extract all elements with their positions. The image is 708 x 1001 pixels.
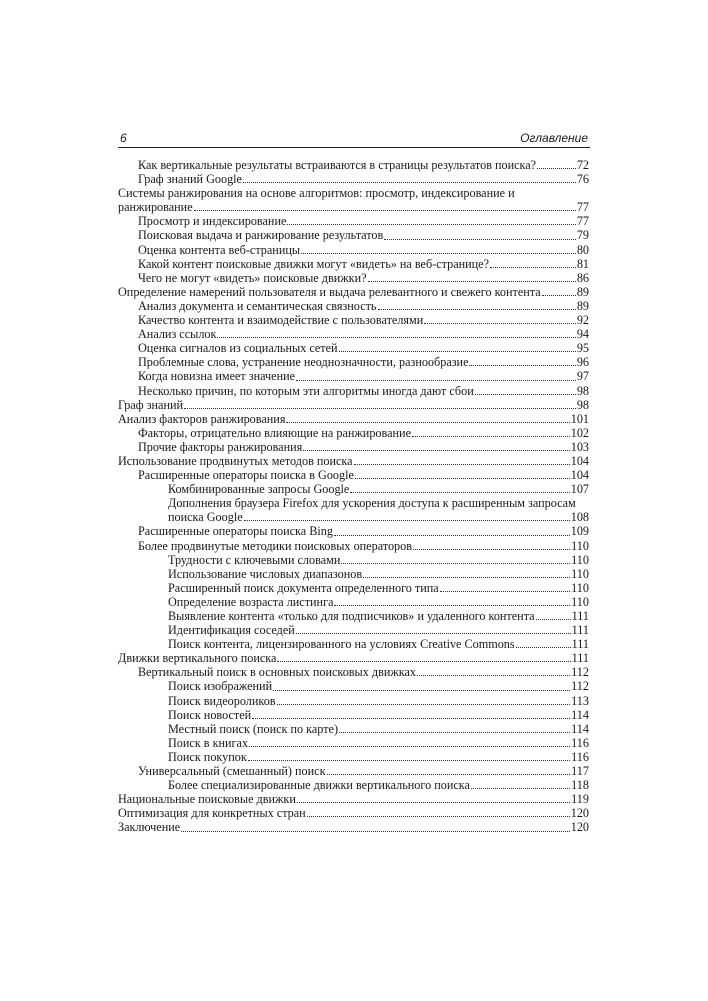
toc-entry[interactable] (118, 510, 589, 524)
leader-dots (490, 266, 576, 268)
toc-entry-page: 109 (570, 524, 589, 539)
toc-entry[interactable] (118, 341, 589, 355)
toc-entry-title: ранжирование (118, 200, 193, 215)
leader-dots (184, 407, 576, 409)
toc-entry-page: 110 (571, 538, 589, 553)
toc-entry-title-line[interactable]: Системы ранжирования на основе алгоритмов: просмотр, индексирование и (118, 186, 515, 201)
toc-entry-page: 108 (570, 510, 589, 525)
running-header (118, 131, 590, 147)
toc-entry[interactable] (118, 440, 589, 454)
leader-dots (350, 491, 569, 493)
leader-dots (363, 576, 570, 578)
toc-entry[interactable] (118, 384, 589, 398)
toc-entry-title: Поисковая выдача и ранжирование результатов (138, 228, 384, 243)
toc-entry-page: 101 (570, 411, 589, 426)
toc-entry-title: Факторы, отрицательно влияющие на ранжирование (138, 425, 411, 440)
toc-entry-page: 103 (570, 439, 589, 454)
leader-dots (334, 534, 570, 536)
toc-entry[interactable] (118, 736, 589, 750)
leader-dots (287, 223, 575, 225)
leader-dots (341, 562, 570, 564)
table-of-contents (118, 158, 589, 835)
toc-entry-page: 118 (571, 778, 589, 793)
toc-entry-page: 110 (571, 552, 589, 567)
toc-entry-title: Расширенный поиск документа определенного типа (168, 580, 439, 595)
toc-entry-page: 97 (576, 369, 589, 384)
toc-entry-title: Прочие факторы ранжирования (138, 439, 303, 454)
toc-entry[interactable] (118, 228, 589, 242)
leader-dots (277, 703, 571, 705)
toc-entry-title: Вертикальный поиск в основных поисковых движках (138, 665, 417, 680)
toc-entry[interactable] (118, 369, 589, 383)
toc-entry-page: 89 (576, 284, 589, 299)
leader-dots (273, 689, 570, 691)
toc-entry-title: Поиск покупок (168, 749, 247, 764)
toc-entry-page: 113 (571, 693, 589, 708)
toc-entry[interactable] (118, 285, 589, 299)
toc-entry[interactable] (118, 327, 589, 341)
toc-entry[interactable] (118, 595, 589, 609)
leader-dots (296, 379, 576, 381)
toc-entry[interactable] (118, 214, 589, 228)
toc-entry[interactable] (118, 637, 589, 651)
toc-entry-page: 77 (576, 200, 589, 215)
toc-entry[interactable] (118, 243, 589, 257)
toc-entry[interactable] (118, 158, 589, 172)
toc-entry-title: Несколько причин, по которым эти алгоритмы иногда дают сбои (138, 383, 474, 398)
toc-entry-page: 79 (576, 228, 589, 243)
toc-entry-title: Поиск в книгах (168, 735, 249, 750)
toc-entry-title: Поиск новостей (168, 707, 252, 722)
leader-dots (297, 801, 570, 803)
toc-entry-title: Как вертикальные результаты встраиваются в страницы результатов поиска? (138, 158, 537, 172)
toc-entry[interactable] (118, 524, 589, 538)
toc-entry[interactable] (118, 553, 589, 567)
toc-entry[interactable] (118, 722, 589, 736)
leader-dots (354, 463, 570, 465)
leader-dots (440, 590, 570, 592)
toc-entry-page: 98 (576, 397, 589, 412)
leader-dots (327, 773, 571, 775)
toc-entry-page: 77 (576, 214, 589, 229)
toc-entry[interactable] (118, 355, 589, 369)
toc-entry-page: 72 (576, 158, 589, 172)
leader-dots (339, 731, 570, 733)
toc-entry-page: 110 (571, 566, 589, 581)
toc-entry-title: Идентификация соседей (168, 623, 295, 638)
toc-entry[interactable] (118, 299, 589, 313)
toc-entry-title: Граф знаний Google (138, 172, 242, 187)
toc-entry-title: Чего не могут «видеть» поисковые движки? (138, 270, 367, 285)
toc-entry-title: Комбинированные запросы Google (168, 482, 350, 497)
leader-dots (417, 674, 570, 676)
leader-dots (301, 252, 576, 254)
toc-entry-page: 110 (571, 580, 589, 595)
toc-entry-title-line[interactable]: Дополнения браузера Firefox для ускорения доступа к расширенным запросам (168, 496, 576, 511)
toc-entry-page: 102 (570, 425, 589, 440)
leader-dots (244, 519, 570, 521)
toc-entry-title: Расширенные операторы поиска Bing (138, 524, 333, 539)
toc-entry[interactable] (118, 694, 589, 708)
toc-entry[interactable] (118, 257, 589, 271)
toc-entry[interactable] (118, 609, 589, 623)
toc-entry-page: 98 (576, 383, 589, 398)
toc-entry-page: 114 (571, 707, 589, 722)
toc-entry-page: 89 (576, 298, 589, 313)
toc-entry[interactable] (118, 398, 589, 412)
toc-entry-title: Проблемные слова, устранение неоднозначности, разнообразие (138, 355, 469, 370)
toc-entry[interactable] (118, 778, 589, 792)
toc-entry-title: Анализ документа и семантическая связность (138, 298, 377, 313)
toc-entry-title: Использование продвинутых методов поиска (118, 453, 353, 468)
toc-entry-page: 117 (571, 764, 589, 779)
leader-dots (339, 350, 576, 352)
toc-entry[interactable] (118, 468, 589, 482)
toc-entry[interactable] (118, 172, 589, 186)
toc-entry-page: 76 (576, 172, 589, 187)
toc-entry[interactable] (118, 482, 589, 496)
toc-entry-page: 120 (570, 820, 589, 835)
toc-entry[interactable] (118, 412, 589, 426)
toc-entry[interactable] (118, 426, 589, 440)
toc-entry[interactable] (118, 764, 589, 778)
toc-entry-page: 86 (576, 270, 589, 285)
toc-entry-page: 107 (570, 482, 589, 497)
toc-entry-page: 111 (571, 609, 589, 623)
toc-entry[interactable] (118, 454, 589, 468)
toc-entry-page: 94 (576, 327, 589, 342)
toc-entry-title: Трудности с ключевыми словами (168, 552, 341, 567)
toc-entry-title: Определение намерений пользователя и выдача релевантного и свежего контента (118, 284, 541, 299)
toc-entry-page: 120 (570, 806, 589, 821)
toc-entry-title: Поиск контента, лицензированного на условиях Creative Commons (168, 637, 515, 652)
leader-dots (194, 209, 576, 211)
toc-entry-title: Определение возраста листинга (168, 594, 334, 609)
leader-dots (424, 322, 576, 324)
toc-entry-page: 96 (576, 355, 589, 370)
toc-entry-title: Поиск видеороликов (168, 693, 276, 708)
toc-entry[interactable] (118, 581, 589, 595)
toc-entry-title: поиска Google (168, 510, 243, 525)
toc-entry-title: Расширенные операторы поиска в Google (138, 468, 354, 483)
leader-dots (475, 393, 576, 395)
toc-entry-page: 111 (571, 623, 589, 638)
leader-dots (355, 477, 570, 479)
toc-entry[interactable] (118, 820, 589, 834)
toc-entry-title: Выявление контента «только для подписчиков» и удаленного контента (168, 609, 535, 623)
toc-entry[interactable] (118, 708, 589, 722)
leader-dots (277, 660, 570, 662)
leader-dots (307, 815, 570, 817)
leader-dots (334, 604, 570, 606)
toc-entry-page: 116 (571, 749, 589, 764)
leader-dots (536, 618, 571, 620)
toc-entry-title: Национальные поисковые движки (118, 792, 296, 807)
toc-entry-title: Оптимизация для конкретных стран (118, 806, 306, 821)
toc-entry-title: Граф знаний (118, 397, 184, 412)
toc-entry-title: Когда новизна имеет значение (138, 369, 296, 384)
toc-entry[interactable] (118, 679, 589, 693)
toc-entry-title: Просмотр и индексирование (138, 214, 287, 229)
toc-entry-page: 111 (571, 637, 589, 652)
leader-dots (181, 830, 570, 832)
toc-entry-title: Поиск изображений (168, 679, 273, 694)
leader-dots (243, 181, 576, 183)
toc-entry-title: Анализ ссылок (138, 327, 217, 342)
toc-entry[interactable] (118, 200, 589, 214)
leader-dots (413, 548, 570, 550)
leader-dots (471, 787, 570, 789)
toc-entry-page: 104 (570, 453, 589, 468)
leader-dots (469, 364, 575, 366)
toc-entry-page: 92 (576, 313, 589, 328)
toc-entry[interactable] (118, 665, 589, 679)
toc-entry[interactable] (118, 806, 589, 820)
leader-dots (248, 759, 570, 761)
toc-entry-page: 112 (571, 665, 589, 680)
leader-dots (368, 280, 576, 282)
toc-entry-title: Оценка сигналов из социальных сетей (138, 341, 338, 356)
toc-entry[interactable] (118, 792, 589, 806)
section-title: Оглавление (520, 131, 588, 145)
leader-dots (249, 745, 570, 747)
toc-entry-page: 104 (570, 468, 589, 483)
toc-entry-title: Местный поиск (поиск по карте) (168, 721, 339, 736)
leader-dots (537, 167, 576, 169)
leader-dots (516, 646, 571, 648)
toc-entry-page: 111 (571, 651, 589, 666)
toc-entry-title: Более продвинутые методики поисковых операторов (138, 538, 412, 553)
toc-entry-page: 114 (571, 721, 589, 736)
toc-entry-title: Заключение (118, 820, 181, 835)
toc-entry-title: Какой контент поисковые движки могут «видеть» на веб-странице? (138, 256, 490, 271)
leader-dots (384, 238, 576, 240)
leader-dots (412, 435, 570, 437)
leader-dots (296, 632, 571, 634)
toc-entry[interactable] (118, 750, 589, 764)
toc-entry-page: 112 (571, 679, 589, 694)
leader-dots (303, 449, 569, 451)
toc-entry[interactable] (118, 651, 589, 665)
header-rule (118, 147, 590, 148)
toc-entry-title: Анализ факторов ранжирования (118, 411, 286, 426)
toc-entry[interactable] (118, 623, 589, 637)
toc-entry-page: 95 (576, 341, 589, 356)
toc-entry-page: 81 (576, 256, 589, 271)
toc-entry[interactable] (118, 313, 589, 327)
toc-entry-title: Качество контента и взаимодействие с пользователями (138, 313, 424, 328)
leader-dots (217, 336, 575, 338)
toc-entry-title: Более специализированные движки вертикального поиска (168, 778, 470, 793)
toc-entry-title: Оценка контента веб-страницы (138, 242, 301, 257)
leader-dots (286, 421, 569, 423)
leader-dots (378, 308, 576, 310)
toc-entry-title: Движки вертикального поиска (118, 651, 277, 666)
page-number: 6 (120, 131, 127, 145)
toc-entry-page: 116 (571, 735, 589, 750)
toc-entry-page: 110 (571, 594, 589, 609)
toc-entry[interactable] (118, 271, 589, 285)
leader-dots (252, 717, 570, 719)
leader-dots (542, 294, 576, 296)
toc-entry-page: 119 (571, 792, 589, 807)
toc-entry-title: Использование числовых диапазонов (168, 566, 363, 581)
toc-entry-page: 80 (576, 242, 589, 257)
toc-entry[interactable] (118, 567, 589, 581)
toc-entry[interactable] (118, 539, 589, 553)
toc-entry-title: Универсальный (смешанный) поиск (138, 764, 326, 779)
